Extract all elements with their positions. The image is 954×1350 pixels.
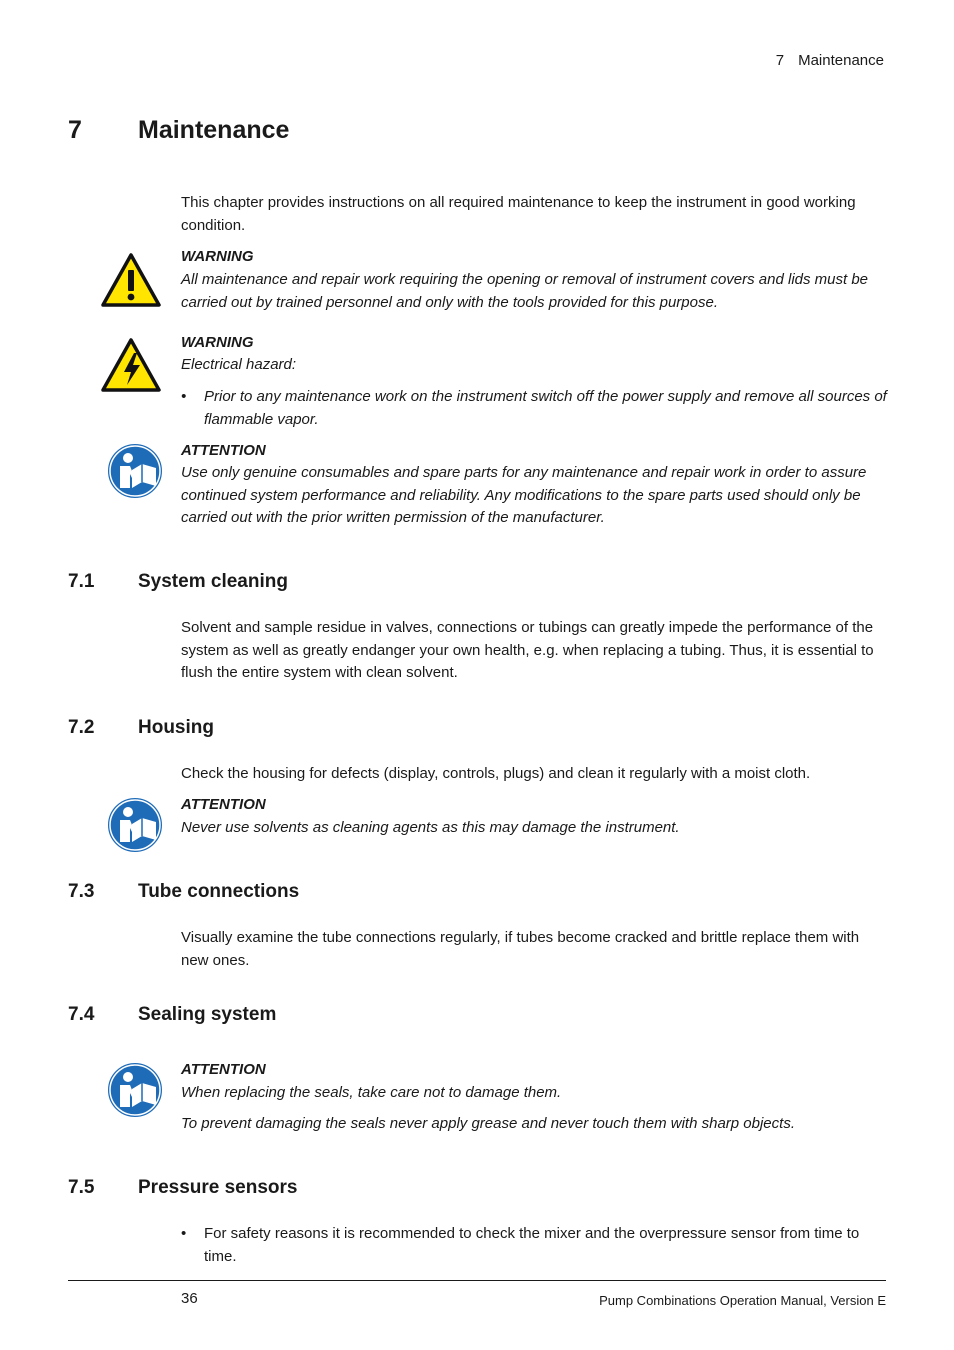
section-title: System cleaning (138, 571, 288, 592)
running-header-chapter-label: Maintenance (798, 52, 884, 69)
bullet-text: For safety reasons it is recommended to check the mixer and the overpressure sensor from time to time. (204, 1225, 860, 1265)
section-number: 7.2 (68, 717, 95, 738)
warning-heading: WARNING (181, 248, 254, 265)
attention-text: Never use solvents as cleaning agents as this may damage the instrument. (181, 819, 680, 836)
section-heading-system-cleaning (68, 571, 288, 593)
section-paragraph: Visually examine the tube connections regularly, if tubes become cracked and brittle replace them with new ones. (181, 929, 860, 969)
section-paragraph: Check the housing for defects (display, controls, plugs) and clean it regularly with a moist cloth. (181, 765, 811, 782)
section-number: 7.4 (68, 1004, 95, 1025)
attention-heading: ATTENTION (181, 796, 266, 813)
section-heading-tube-connections (68, 881, 299, 903)
attention-text: Use only genuine consumables and spare parts for any maintenance and repair work in order to assure continued system performance and reliability. Any modifications to the spare parts used should only be carried out with the prior written permission of the manufacturer. (181, 464, 867, 526)
section-title: Housing (138, 717, 214, 738)
chapter-number: 7 (68, 116, 82, 144)
section-title: Pressure sensors (138, 1177, 298, 1198)
section-number: 7.3 (68, 881, 95, 902)
read-manual-icon (106, 1061, 164, 1124)
running-header (776, 52, 884, 69)
warning-text: Electrical hazard: (181, 356, 297, 373)
warning-heading: WARNING (181, 334, 254, 351)
section-number: 7.1 (68, 571, 95, 592)
section-heading-sealing-system (68, 1004, 276, 1026)
bullet-item (181, 1223, 887, 1268)
bullet-text: Prior to any maintenance work on the instrument switch off the power supply and remove all sources of flammable vapor. (204, 388, 887, 428)
attention-text: To prevent damaging the seals never apply grease and never touch them with sharp objects. (181, 1115, 795, 1132)
section-title: Sealing system (138, 1004, 277, 1025)
page-number: 36 (181, 1290, 198, 1307)
attention-text: When replacing the seals, take care not to damage them. (181, 1084, 562, 1101)
section-heading-housing (68, 717, 214, 739)
running-header-chapter-number: 7 (775, 52, 785, 69)
footer-rule (68, 1280, 886, 1281)
attention-heading: ATTENTION (181, 442, 266, 459)
document-title: Pump Combinations Operation Manual, Version E (599, 1293, 886, 1308)
section-heading-pressure-sensors (68, 1177, 298, 1199)
attention-heading: ATTENTION (181, 1061, 266, 1078)
general-warning-icon (100, 252, 162, 313)
chapter-title-text: Maintenance (138, 116, 290, 144)
section-number: 7.5 (68, 1177, 95, 1198)
bullet-marker: • (181, 1225, 187, 1242)
warning-text: All maintenance and repair work requiring the opening or removal of instrument covers and lids must be carried out by trained personnel and only with the tools provided for this purpose. (181, 271, 869, 311)
chapter-title (68, 116, 289, 145)
section-title: Tube connections (138, 881, 300, 902)
read-manual-icon (106, 442, 164, 505)
bullet-item (181, 386, 887, 431)
read-manual-icon (106, 796, 164, 859)
electrical-hazard-icon (100, 337, 162, 398)
bullet-marker: • (181, 388, 187, 405)
intro-paragraph: This chapter provides instructions on all required maintenance to keep the instrument in good working condition. (181, 194, 856, 234)
section-paragraph: Solvent and sample residue in valves, connections or tubings can greatly impede the performance of the system as well as greatly endanger your own health, e.g. when replacing a tubing. Thus, it is essential to flush the entire system with clean solvent. (181, 619, 874, 681)
